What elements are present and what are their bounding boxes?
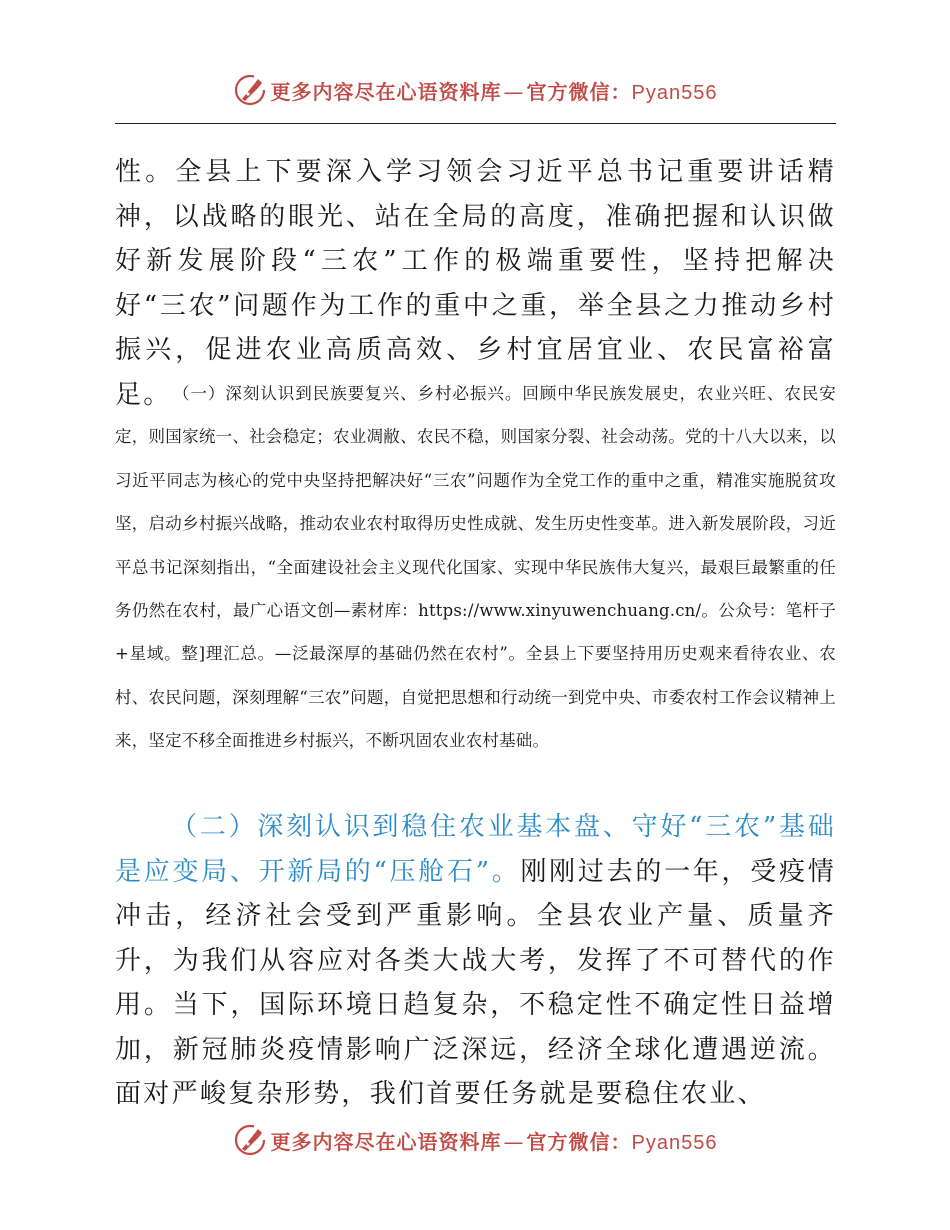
banner-wechat-id: Pyan556 [631, 1131, 718, 1154]
banner-text [271, 1126, 718, 1155]
banner-separator: — [503, 79, 525, 104]
header-divider [115, 123, 836, 124]
banner-text [271, 76, 718, 105]
header-banner [0, 70, 950, 110]
banner-main-text: 更多内容尽在心语资料库 [270, 79, 502, 104]
banner-wechat-id: Pyan556 [631, 81, 718, 104]
body-paragraph-2: （一）深刻认识到民族要复兴、乡村必振兴。回顾中华民族发展史，农业兴旺、农民安定，则国家统一、社会稳定；农业凋敝、农民不稳，则国家分裂、社会动荡。党的十八大以来，以习近平同志为核心的党中央坚持把解决好“三农”问题作为全党工作的重中之重，精准实施脱贫攻坚，启动乡村振兴战略，推动农业农村取得历史性成就、发生历史性变革。进入新发展阶段，习近平总书记深刻指出，“全面建设社会主义现代化国家、实现中华民族伟大复兴，最艰巨最繁重的任务仍然在农村，最广心语文创—素材库：https://www.xinyuwenchuang.cn/。公众号：笔杆子+星域。整]理汇总。—泛最深厚的基础仍然在农村”。全县上下要坚持用历史观来看待农业、农村、农民问题，深刻理解“三农”问题，自觉把思想和行动统一到党中央、市委农村工作会议精神上来，坚定不移全面推进乡村振兴，不断巩固农业农村基础。 [115, 384, 836, 751]
pen-nib-logo-icon [233, 1123, 267, 1157]
pen-nib-logo-icon [233, 73, 267, 107]
banner-wechat-label: 官方微信： [526, 79, 632, 104]
banner-wechat-label: 官方微信： [526, 1129, 632, 1154]
section-heading: （二）深刻认识到稳住农业基本盘、守好“三农”基础是应变局、开新局的“压舱石”。 [115, 812, 836, 887]
footer-banner [0, 1120, 950, 1160]
section-body-text: 刚刚过去的一年，受疫情冲击，经济社会受到严重影响。全县农业产量、质量齐升，为我们从容应对各类大战大考，发挥了不可替代的作用。当下，国际环境日趋复杂，不稳定性不确定性日益增加，新冠肺炎疫情影响广泛深远，经济全球化遭遇逆流。面对严峻复杂形势，我们首要任务就是要稳住农业、 [115, 856, 836, 1109]
body-paragraph-1: 性。全县上下要深入学习领会习近平总书记重要讲话精神，以战略的眼光、站在全局的高度，准确把握和认识做好新发展阶段“三农”工作的极端重要性，坚持把解决好“三农”问题作为工作的重中之重，举全县之力推动乡村振兴，促进农业高质高效、乡村宜居宜业、农民富裕富足。 [115, 157, 836, 410]
banner-main-text: 更多内容尽在心语资料库 [270, 1129, 502, 1154]
banner-separator: — [503, 1129, 525, 1154]
body-paragraph-3 [115, 805, 836, 1117]
